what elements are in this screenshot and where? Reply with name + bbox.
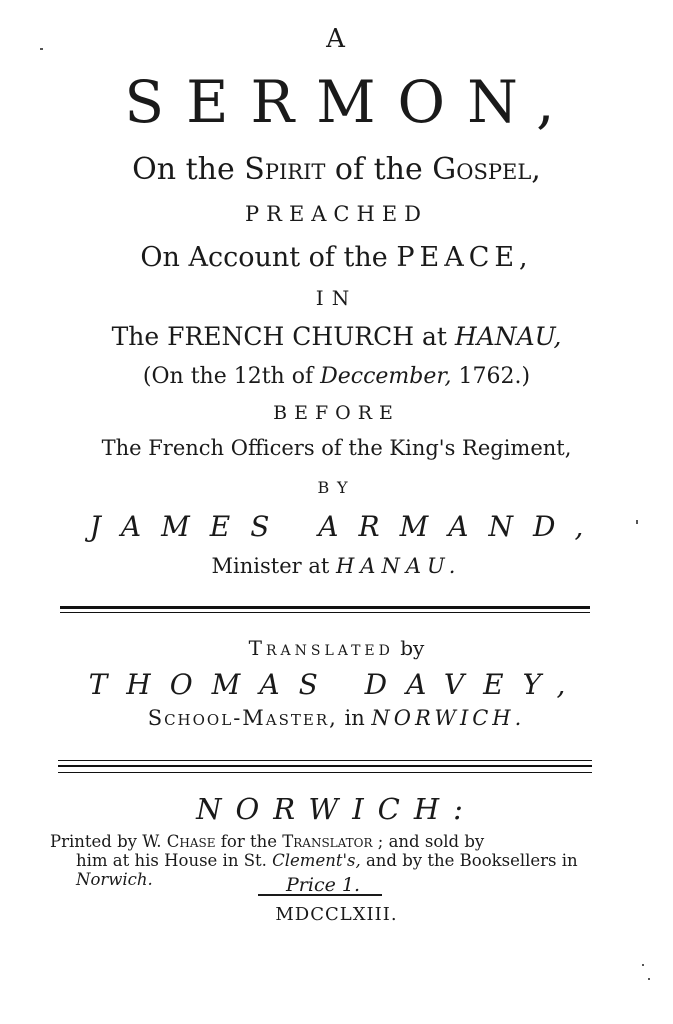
imprint-l1-a: Printed by W. (50, 832, 167, 851)
imprint-place-text: NORWICH: (196, 792, 477, 826)
price-text: Price 1. (286, 874, 360, 896)
date-line (0, 364, 673, 389)
article-text: A (326, 24, 347, 54)
publication-year (0, 904, 673, 925)
peace-pre: On Account of the (140, 242, 397, 273)
church-place: HANAU, (454, 322, 562, 351)
minister-line (0, 554, 673, 578)
divider-rule-thin (60, 612, 590, 613)
spirit-word: Spirit (244, 152, 326, 187)
imprint-line-2 (76, 851, 636, 870)
school-mid: in (337, 706, 372, 730)
date-pre: (On the 12th of (142, 364, 321, 389)
divider-rule-middle (58, 765, 592, 767)
officers-line (0, 436, 673, 460)
heading-sermon (0, 68, 673, 136)
author-text: JAMES ARMAND, (89, 510, 604, 543)
school-place: NORWICH. (371, 706, 526, 730)
date-month: Deccember, (320, 364, 452, 389)
spirit-pre: On the (132, 152, 245, 187)
translated-label: Translated (248, 636, 394, 660)
officers-text: The French Officers of the King's Regiment, (101, 436, 572, 460)
by-text: BY (317, 478, 356, 497)
price-underline (258, 894, 382, 896)
imprint-l3: Norwich. (76, 870, 153, 889)
imprint-l1-b: for the (215, 832, 283, 851)
preached-line (0, 202, 673, 226)
price-note (286, 874, 360, 896)
imprint-l2-a: him at his House in St. (76, 851, 273, 870)
print-speck (648, 978, 650, 980)
peace-line (0, 242, 673, 273)
before-line (0, 402, 673, 424)
imprint-chase: Chase (166, 832, 216, 851)
church-line (0, 322, 673, 351)
peace-word: PEACE, (396, 242, 533, 273)
spirit-mid: of the (325, 152, 433, 187)
imprint-l1-c: ; and sold by (372, 832, 485, 851)
imprint-place (0, 792, 673, 826)
preached-text: PREACHED (245, 202, 428, 226)
translated-line (0, 636, 673, 660)
heading-article (0, 24, 673, 54)
print-speck (40, 48, 43, 50)
date-post: 1762.) (451, 364, 531, 389)
sermon-text: SERMON, (124, 68, 577, 136)
translator-text: THOMAS DAVEY, (88, 668, 585, 701)
imprint-l2-b: and by the Booksellers in (360, 851, 578, 870)
minister-pre: Minister at (211, 554, 336, 578)
church-pre: The FRENCH CHURCH at (111, 322, 455, 351)
imprint-clement: Clement's, (272, 851, 361, 870)
school-pre: School-Master, (147, 706, 338, 730)
in-line (0, 286, 673, 310)
divider-rule-thick (60, 606, 590, 609)
translated-by: by (393, 636, 425, 660)
imprint-line-1 (50, 832, 610, 851)
by-line (0, 478, 673, 497)
print-speck (642, 964, 644, 966)
print-speck (636, 520, 638, 524)
school-line (0, 706, 673, 730)
author-name (0, 510, 673, 543)
translator-name (0, 668, 673, 701)
subtitle-spirit (0, 152, 673, 187)
divider-rule-upper (58, 760, 592, 761)
gospel-word: Gospel, (432, 152, 541, 187)
before-text: BEFORE (273, 402, 400, 424)
minister-place: HANAU. (335, 554, 462, 578)
in-text: IN (315, 286, 358, 310)
imprint-translator: Translator (282, 832, 373, 851)
year-text: MDCCLXIII. (275, 904, 398, 925)
divider-rule-lower (58, 772, 592, 773)
